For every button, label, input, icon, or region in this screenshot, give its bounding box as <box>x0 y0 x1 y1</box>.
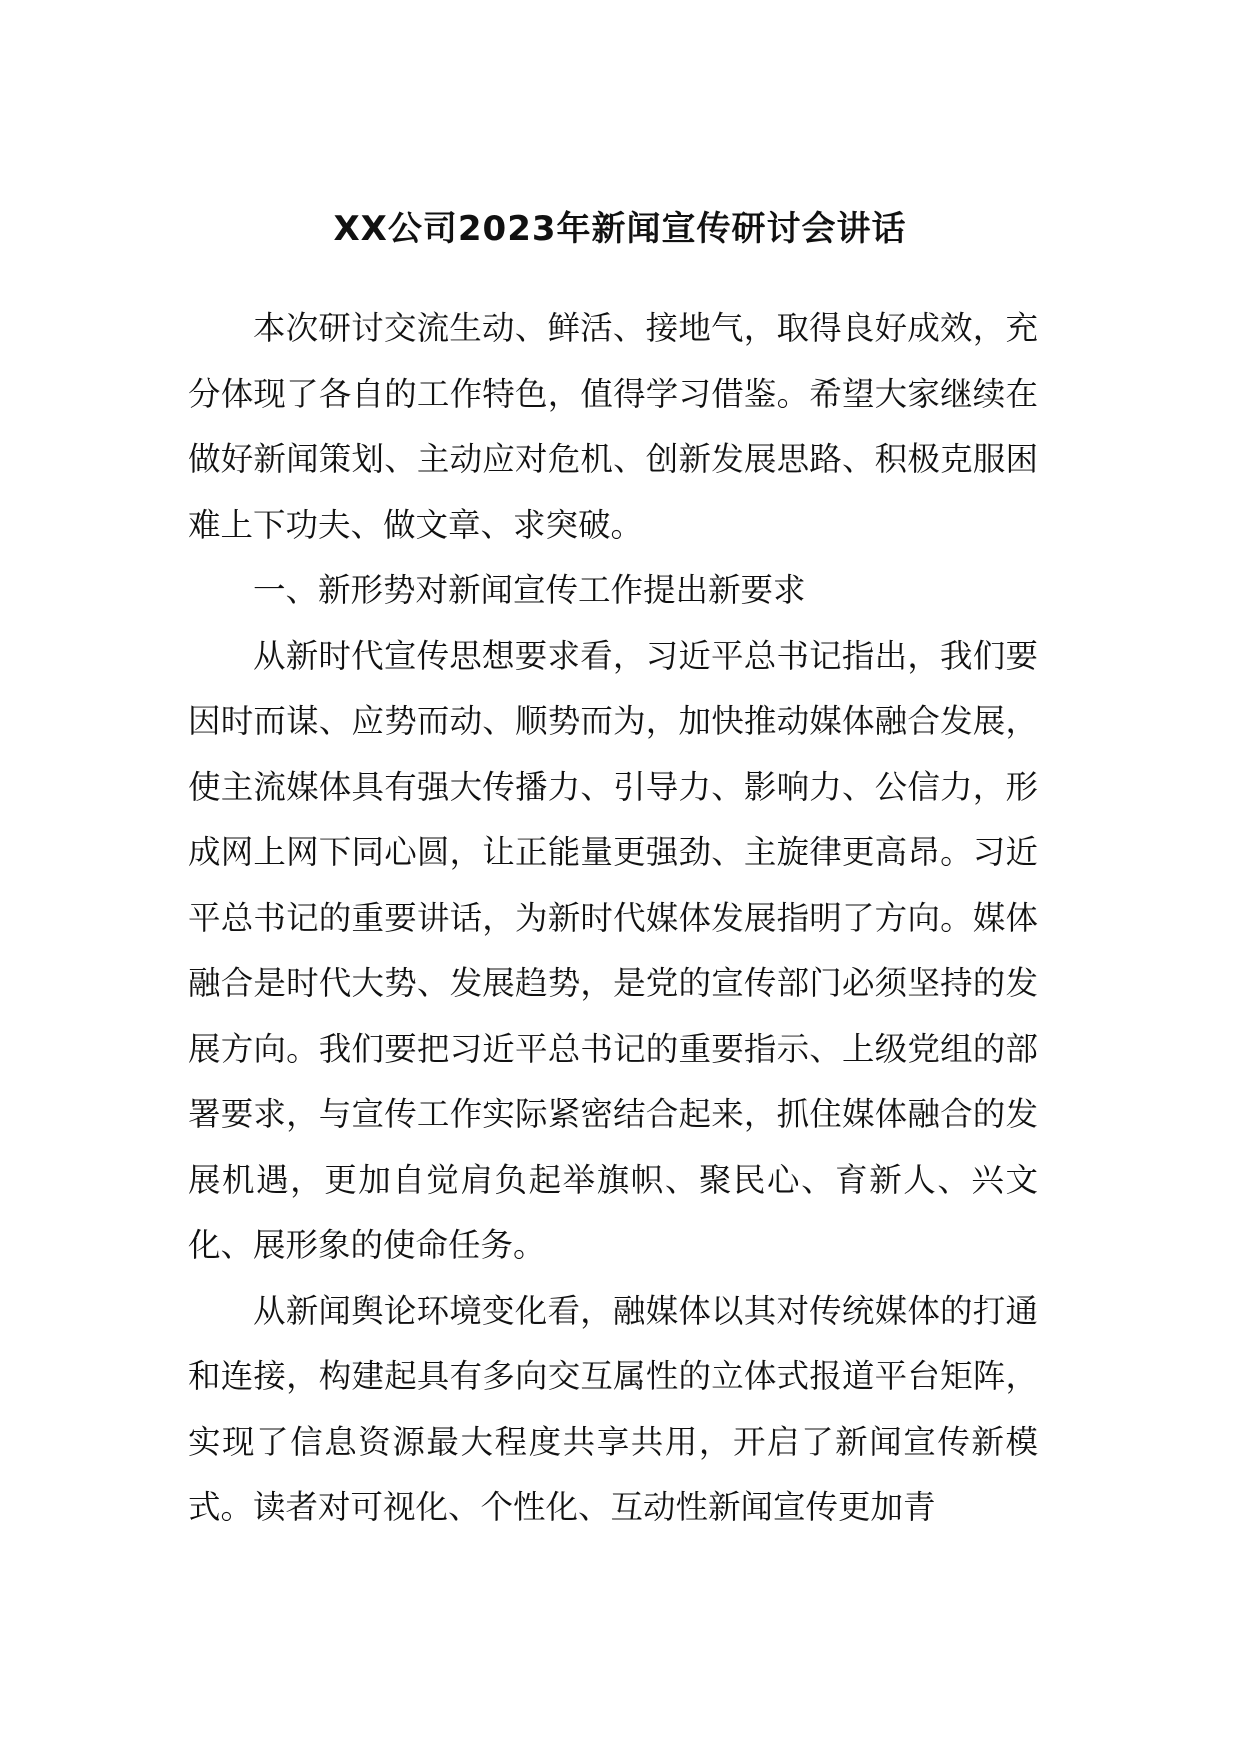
paragraph-environment: 从新闻舆论环境变化看，融媒体以其对传统媒体的打通和连接，构建起具有多向交互属性的立体式报道平台矩阵，实现了信息资源最大程度共享共用，开启了新闻宣传新模式。读者对可视化、个性化、互动性新闻宣传更加青 <box>188 1291 1038 1526</box>
section-heading: 一、新形势对新闻宣传工作提出新要求 <box>253 571 806 609</box>
document-body <box>188 296 1038 1541</box>
paragraph-policy: 从新时代宣传思想要求看，习近平总书记指出，我们要因时而谋、应势而动、顺势而为，加快推动媒体融合发展，使主流媒体具有强大传播力、引导力、影响力、公信力，形成网上网下同心圆，让正能量更强劲、主旋律更高昂。习近平总书记的重要讲话，为新时代媒体发展指明了方向。媒体融合是时代大势、发展趋势，是党的宣传部门必须坚持的发展方向。我们要把习近平总书记的重要指示、上级党组的部署要求，与宣传工作实际紧密结合起来，抓住媒体融合的发展机遇，更加自觉肩负起举旗帜、聚民心、育新人、兴文化、展形象的使命任务。 <box>188 636 1038 1264</box>
paragraph-intro: 本次研讨交流生动、鲜活、接地气，取得良好成效，充分体现了各自的工作特色，值得学习借鉴。希望大家继续在做好新闻策划、主动应对危机、创新发展思路、积极克服困难上下功夫、做文章、求突破。 <box>188 309 1038 544</box>
document-title: XX公司2023年新闻宣传研讨会讲话 <box>333 209 907 249</box>
